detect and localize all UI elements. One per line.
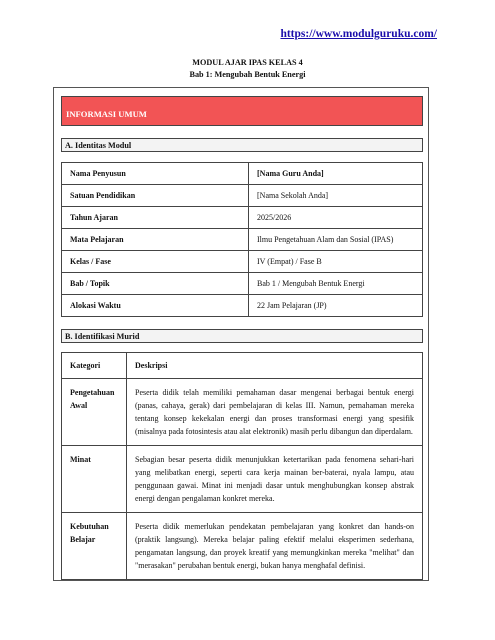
deskripsi-cell: Peserta didik memerlukan pendekatan pembelajaran yang konkret dan hands-on (praktik langsung). Mereka belajar paling efektif melalui eksperimen sederhana, pengamatan langsung, dan proyek kreatif yang memungkinkan mereka "melihat" dan "merasakan" perubahan bentuk energi, bukan hanya menghafal definisi. — [127, 513, 423, 580]
row-label: Satuan Pendidikan — [62, 185, 249, 207]
module-frame — [53, 87, 429, 581]
table-row — [62, 273, 423, 295]
table-row — [62, 251, 423, 273]
table-header-row — [62, 353, 423, 379]
website-link[interactable]: https://www.modulguruku.com/ — [280, 28, 437, 40]
identitas-table — [61, 162, 423, 317]
row-value: Bab 1 / Mengubah Bentuk Energi — [249, 273, 423, 295]
document-title: MODUL AJAR IPAS KELAS 4 — [192, 58, 303, 67]
table-row — [62, 446, 423, 513]
row-value: Ilmu Pengetahuan Alam dan Sosial (IPAS) — [249, 229, 423, 251]
table-row — [62, 229, 423, 251]
table-row — [62, 379, 423, 446]
table-row — [62, 185, 423, 207]
row-label: Bab / Topik — [62, 273, 249, 295]
row-label: Nama Penyusun — [62, 163, 249, 185]
row-value: 2025/2026 — [249, 207, 423, 229]
row-label: Mata Pelajaran — [62, 229, 249, 251]
document-subtitle: Bab 1: Mengubah Bentuk Energi — [189, 70, 306, 79]
row-label: Alokasi Waktu — [62, 295, 249, 317]
row-value: [Nama Sekolah Anda] — [249, 185, 423, 207]
row-value: IV (Empat) / Fase B — [249, 251, 423, 273]
informasi-umum-banner: INFORMASI UMUM — [61, 96, 423, 126]
deskripsi-cell: Sebagian besar peserta didik menunjukkan ketertarikan pada fenomena sehari-hari yang melibatkan energi, seperti cara kerja mainan ber-baterai, nyala lampu, atau penggunaan gawai. Minat ini menjadi dasar untuk menghubungkan konsep abstrak energi dengan pengalaman konkret mereka. — [127, 446, 423, 513]
table-row — [62, 163, 423, 185]
header-deskripsi: Deskripsi — [127, 353, 423, 379]
identitas-modul-heading: A. Identitas Modul — [61, 138, 423, 152]
row-label: Tahun Ajaran — [62, 207, 249, 229]
table-row — [62, 207, 423, 229]
kategori-cell: Kebutuhan Belajar — [62, 513, 127, 580]
identifikasi-murid-heading: B. Identifikasi Murid — [61, 329, 423, 343]
kategori-cell: Pengetahuan Awal — [62, 379, 127, 446]
table-row — [62, 295, 423, 317]
identifikasi-murid-table — [61, 352, 423, 580]
kategori-cell: Minat — [62, 446, 127, 513]
header-kategori: Kategori — [62, 353, 127, 379]
row-value: 22 Jam Pelajaran (JP) — [249, 295, 423, 317]
deskripsi-cell: Peserta didik telah memiliki pemahaman dasar mengenai berbagai bentuk energi (panas, cahaya, gerak) dari pembelajaran di kelas III. Namun, pemahaman mereka tentang konsep kekekalan energi dan proses transformasi energi yang spesifik (misalnya pada fotosintesis atau alat elektronik) masih perlu dibangun dan diperdalam. — [127, 379, 423, 446]
row-label: Kelas / Fase — [62, 251, 249, 273]
row-value: [Nama Guru Anda] — [249, 163, 423, 185]
table-row — [62, 513, 423, 580]
